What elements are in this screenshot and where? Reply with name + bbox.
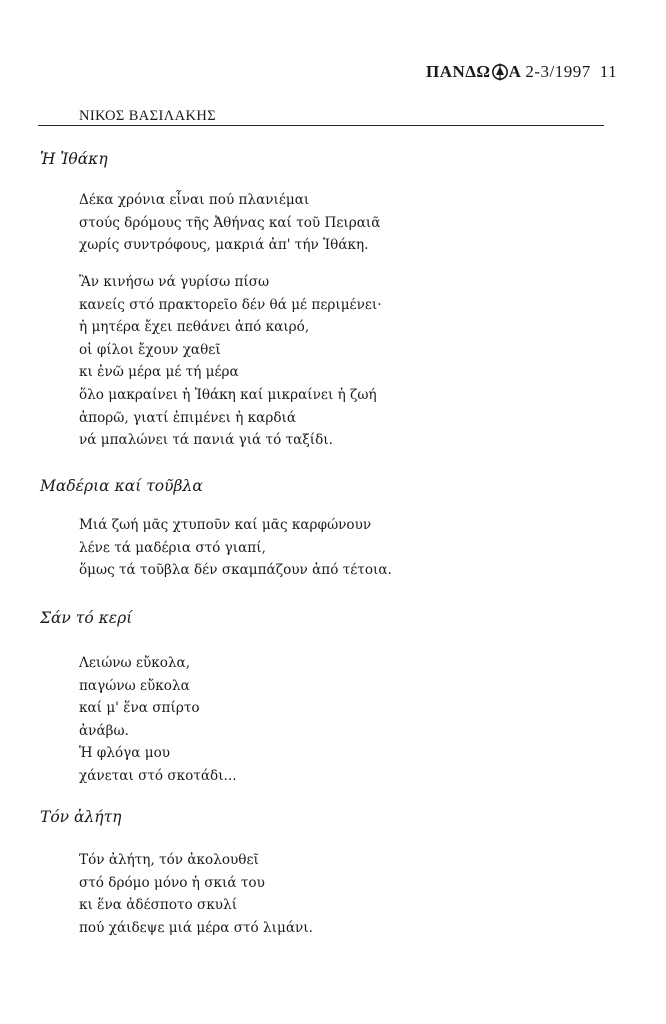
- poem-line: Δέκα χρόνια εἶναι πού πλανιέμαι: [79, 192, 310, 208]
- poem-title: Σάν τό κερί: [40, 609, 133, 627]
- poem-line: παγώνω εὔκολα: [79, 677, 190, 694]
- poem-line: ἡ μητέρα ἔχει πεθάνει ἀπό καιρό,: [79, 319, 310, 336]
- header-rule: [38, 125, 604, 126]
- poem-stanza: [79, 849, 313, 939]
- poem-title: Τόν ἀλήτη: [40, 808, 122, 826]
- poem-line: Λειώνω εὔκολα,: [79, 655, 191, 671]
- poem-stanza: [79, 189, 380, 257]
- poem-line: νά μπαλώνει τά πανιά γιά τό ταξίδι.: [79, 432, 333, 449]
- issue-number: 2-3/1997: [525, 62, 591, 81]
- poem-title: Ἡ Ἰθάκη: [40, 150, 108, 168]
- journal-logo-mark-icon: [492, 63, 508, 81]
- poem-line: χωρίς συντρόφους, μακριά ἀπ' τήν Ἰθάκη.: [79, 237, 369, 254]
- poem-line: Ἡ φλόγα μου: [79, 745, 171, 762]
- poem-line: ἀπορῶ, γιατί ἐπιμένει ἡ καρδιά: [79, 409, 297, 426]
- poem-line: ἀνάβω.: [79, 722, 129, 739]
- poem-line: πού χάιδεψε μιά μέρα στό λιμάνι.: [79, 919, 313, 936]
- poem-line: οἱ φίλοι ἔχουν χαθεῖ: [79, 341, 221, 358]
- poem-line: ὅμως τά τοῦβλα δέν σκαμπάζουν ἀπό τέτοια.: [79, 562, 392, 579]
- poem-line: στό δρόμο μόνο ἡ σκιά του: [79, 874, 265, 891]
- poem-line: καί μ' ἕνα σπίρτο: [79, 700, 200, 717]
- poem-line: Μιά ζωή μᾶς χτυποῦν καί μᾶς καρφώνουν: [79, 517, 372, 533]
- poem-title: Μαδέρια καί τοῦβλα: [40, 477, 203, 495]
- poem-line: κι ἐνῶ μέρα μέ τή μέρα: [79, 364, 239, 381]
- running-header: [0, 62, 666, 86]
- poem-line: Ἂν κινήσω νά γυρίσω πίσω: [79, 274, 270, 290]
- poem-line: ὅλο μακραίνει ἡ Ἰθάκη καί μικραίνει ἡ ζωή: [79, 386, 377, 403]
- poem-stanza: [79, 652, 237, 788]
- journal-header: [426, 62, 617, 82]
- poem-line: κανείς στό πρακτορεῖο δέν θά μέ περιμένει·: [79, 296, 382, 313]
- journal-name-part1: ΠΑΝΔΩ: [426, 62, 491, 81]
- journal-name-part2: Α: [508, 62, 522, 81]
- poem-stanza: [79, 271, 382, 452]
- poem-line: κι ἕνα ἀδέσποτο σκυλί: [79, 897, 238, 914]
- author-name: ΝΙΚΟΣ ΒΑΣΙΛΑΚΗΣ: [79, 108, 217, 124]
- page-number: 11: [599, 62, 618, 81]
- poem-line: Τόν ἀλήτη, τόν ἀκολουθεῖ: [79, 852, 259, 868]
- poem-line: χάνεται στό σκοτάδι...: [79, 767, 237, 784]
- poem-line: λένε τά μαδέρια στό γιαπί,: [79, 539, 266, 556]
- poem-stanza: [79, 514, 392, 582]
- poem-line: στούς δρόμους τῆς Ἀθήνας καί τοῦ Πειραιᾶ: [79, 214, 381, 231]
